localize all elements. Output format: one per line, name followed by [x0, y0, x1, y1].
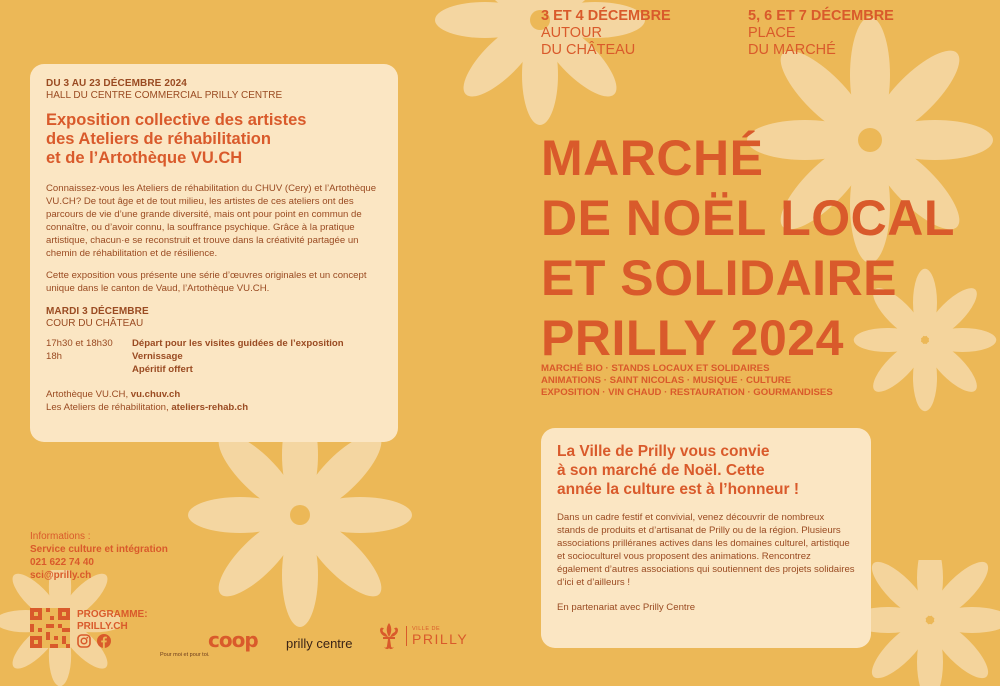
event-place: COUR DU CHÂTEAU: [46, 318, 144, 329]
programme-link[interactable]: [77, 609, 148, 633]
schedule-activity: Apéritif offert: [132, 364, 193, 375]
instagram-icon[interactable]: [77, 634, 91, 648]
link-label: Les Ateliers de réhabilitation,: [46, 402, 169, 413]
features-list: [541, 363, 941, 399]
ville-de-prilly-logo: [378, 622, 468, 650]
facebook-icon[interactable]: [97, 634, 111, 648]
qr-code-icon[interactable]: [30, 608, 70, 648]
exhibition-paragraph: Connaissez-vous les Ateliers de réhabilitation du CHUV (Cery) et l’Artothèque VU.CH? De tout âge et de tout milieu, les artistes de ces ateliers ont des parcours de vie d’une grande diversité, mais ont pour point en commun de connaître, ou d’avoir connu, la souffrance psychique. Grâce à la pratique artistique, chacun·e se reconstruit et trouve dans la créativité partagée un chemin de réhabilitation et de résilience.: [46, 183, 377, 259]
event-schedule: [46, 337, 382, 376]
coop-tagline: Pour moi et pour toi.: [160, 652, 210, 658]
location-line: PLACE: [748, 25, 796, 41]
event-day: MARDI 3 DÉCEMBRE: [46, 306, 149, 317]
exhibition-title-line: des Ateliers de réhabilitation: [46, 130, 271, 148]
invitation-body: Dans un cadre festif et convivial, venez découvrir de nombreux stands de produits et d’artisanat de Prilly ou de la région. Plusieurs associations prilléranes actives dans les domaines culturel, artistique et socioculturel vous proposent des animations. Rencontrez également d’autres associations qui soutiennent des projets solidaires d’ici et d’ailleurs !: [557, 512, 855, 588]
exhibition-title-line: et de l’Artothèque VU.CH: [46, 149, 243, 167]
fleur-de-lis-icon: [378, 622, 400, 650]
exhibition-paragraph: Cette exposition vous présente une série d’œuvres originales et un concept unique dans le canton de Vaud, l’Artothèque VU.CH.: [46, 270, 367, 294]
coop-wordmark: coop: [208, 628, 258, 652]
main-title-line: PRILLY 2024: [541, 310, 844, 366]
main-title: [541, 128, 981, 368]
info-block: [30, 530, 168, 582]
location-line: DU CHÂTEAU: [541, 42, 636, 58]
info-label: Informations :: [30, 531, 91, 542]
coop-logo: [160, 630, 258, 658]
schedule-activity: Vernissage: [132, 351, 183, 362]
exhibition-title-line: Exposition collective des artistes: [46, 111, 307, 129]
date-text: 3 ET 4 DÉCEMBRE: [541, 8, 671, 24]
date-block-chateau: [541, 8, 671, 59]
exhibition-links: [46, 388, 382, 414]
programme-url: PRILLY.CH: [77, 621, 128, 632]
exhibition-date-range: DU 3 AU 23 DÉCEMBRE 2024: [46, 78, 187, 89]
prilly-wordmark: PRILLY: [412, 631, 469, 647]
location-line: AUTOUR: [541, 25, 602, 41]
exhibition-card: [30, 64, 398, 442]
feature-line: ANIMATIONS · SAINT NICOLAS · MUSIQUE · CULTURE: [541, 375, 792, 386]
vu-chuv-link[interactable]: vu.chuv.ch: [130, 389, 181, 400]
flower-decoration-icon: [860, 560, 1000, 686]
feature-line: MARCHÉ BIO · STANDS LOCAUX ET SOLIDAIRES: [541, 363, 770, 374]
date-text: 5, 6 ET 7 DÉCEMBRE: [748, 8, 894, 24]
partner-text: En partenariat avec Prilly Centre: [557, 602, 696, 613]
exhibition-title: [46, 111, 382, 168]
link-label: Artothèque VU.CH,: [46, 389, 129, 400]
programme-label: PROGRAMME:: [77, 609, 148, 620]
info-phone[interactable]: 021 622 74 40: [30, 557, 94, 568]
exhibition-venue: HALL DU CENTRE COMMERCIAL PRILLY CENTRE: [46, 90, 283, 101]
invitation-heading-line: année la culture est à l’honneur !: [557, 481, 800, 498]
schedule-activity: Départ pour les visites guidées de l’exposition: [132, 338, 344, 349]
invitation-heading-line: à son marché de Noël. Cette: [557, 462, 765, 479]
schedule-time: 18h: [46, 351, 63, 362]
ville-de-label: VILLE DE: [412, 626, 441, 632]
ateliers-rehab-link[interactable]: ateliers-rehab.ch: [171, 402, 249, 413]
feature-line: EXPOSITION · VIN CHAUD · RESTAURATION · GOURMANDISES: [541, 387, 833, 398]
main-title-line: DE NOËL LOCAL: [541, 190, 955, 246]
main-title-line: MARCHÉ: [541, 130, 764, 186]
main-title-line: ET SOLIDAIRE: [541, 250, 898, 306]
date-block-marche: [748, 8, 894, 59]
location-line: DU MARCHÉ: [748, 42, 836, 58]
info-email[interactable]: sci@prilly.ch: [30, 570, 92, 581]
invitation-card: [541, 428, 871, 648]
info-service: Service culture et intégration: [30, 544, 168, 555]
invitation-heading-line: La Ville de Prilly vous convie: [557, 443, 770, 460]
prilly-centre-logo: prilly centre: [286, 636, 353, 651]
schedule-time: 17h30 et 18h30: [46, 338, 113, 349]
invitation-heading: [557, 442, 855, 499]
